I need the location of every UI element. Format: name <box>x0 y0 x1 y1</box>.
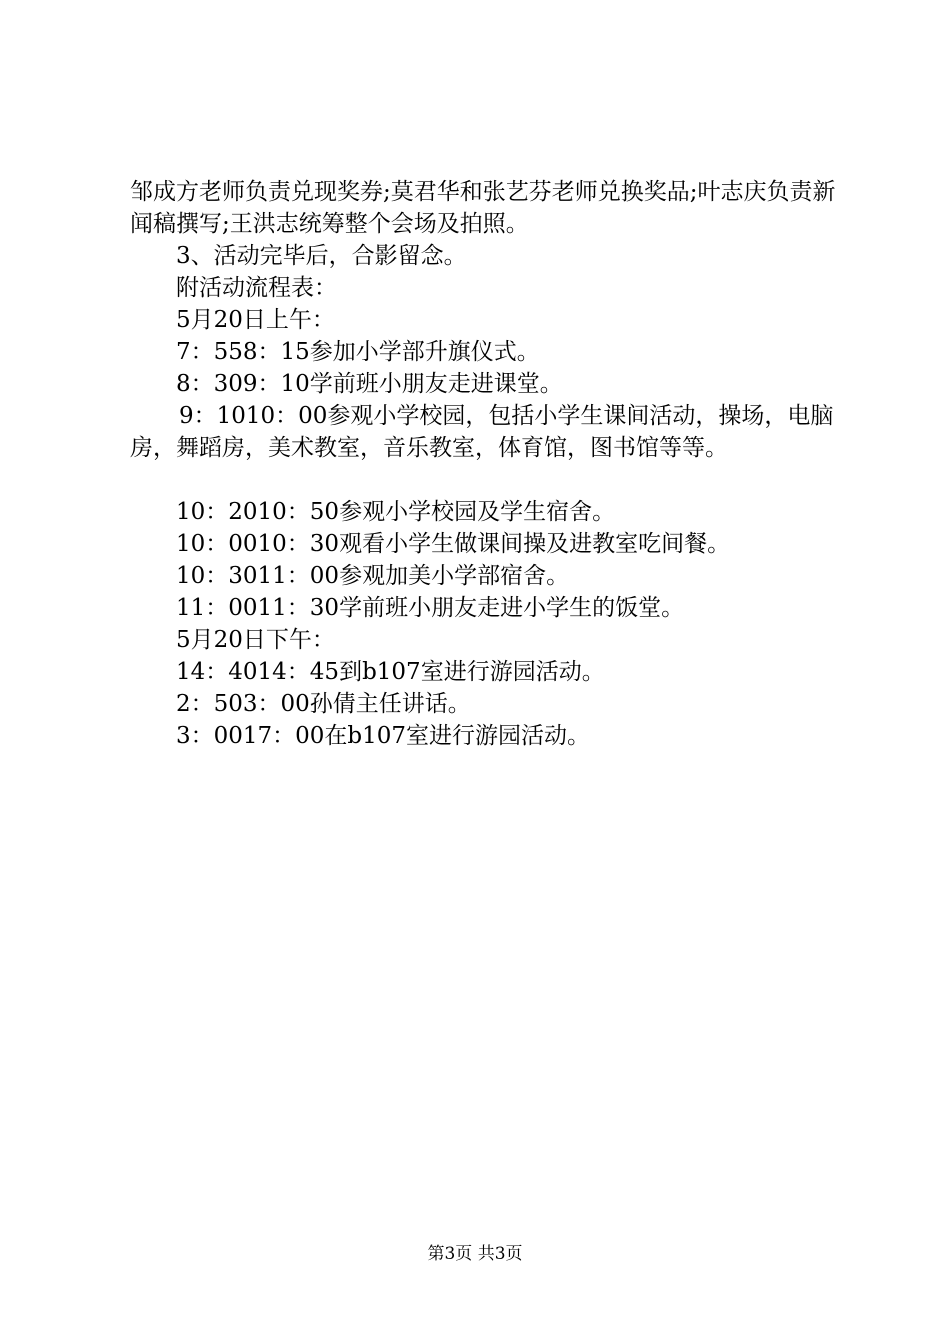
schedule-item: 11：0011：30学前班小朋友走进小学生的饭堂。 <box>176 595 685 621</box>
schedule-item: 2：503：00孙倩主任讲话。 <box>176 691 471 717</box>
schedule-item: 10：2010：50参观小学校园及学生宿舍。 <box>176 499 616 525</box>
schedule-item: 8：309：10学前班小朋友走进课堂。 <box>176 371 563 397</box>
document-body <box>130 176 850 752</box>
schedule-item: 3：0017：00在b107室进行游园活动。 <box>176 723 591 749</box>
paragraph-morning-heading: 5月20日上午： <box>176 307 335 333</box>
schedule-item: 9：1010：00参观小学校园，包括小学生课间活动，操场，电脑房，舞蹈房，美术教室，音乐教室，体育馆，图书馆等等。 <box>130 403 834 461</box>
paragraph-afternoon-heading: 5月20日下午： <box>176 627 335 653</box>
blank-line <box>130 464 850 496</box>
schedule-item: 7：558：15参加小学部升旗仪式。 <box>176 339 540 365</box>
paragraph-staff-duties: 邹成方老师负责兑现奖券;莫君华和张艺芬老师兑换奖品;叶志庆负责新闻稿撰写;王洪志统筹整个会场及拍照。 <box>130 179 836 237</box>
schedule-item: 10：3011：00参观加美小学部宿舍。 <box>176 563 570 589</box>
page-number-footer: 第3页 共3页 <box>427 1244 523 1264</box>
paragraph-group-photo: 3、活动完毕后，合影留念。 <box>176 243 467 269</box>
schedule-item: 10：0010：30观看小学生做课间操及进教室吃间餐。 <box>176 531 731 557</box>
schedule-item: 14：4014：45到b107室进行游园活动。 <box>176 659 605 685</box>
paragraph-schedule-heading: 附活动流程表： <box>176 275 337 301</box>
